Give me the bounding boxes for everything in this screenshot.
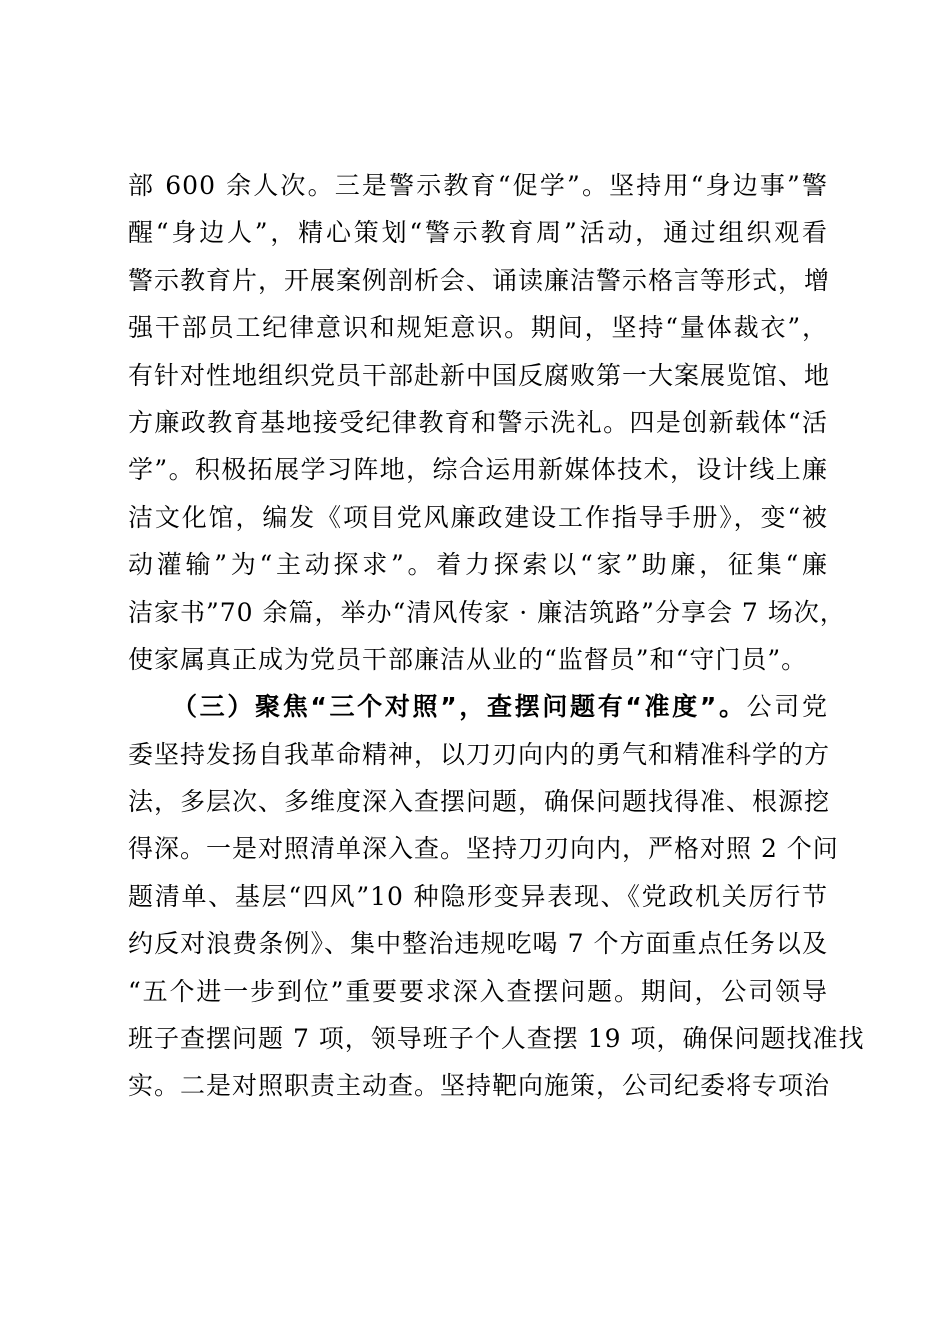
section-3-first-line — [128, 683, 828, 730]
text-line: 学”。积极拓展学习阵地，综合运用新媒体技术，设计线上廉 — [128, 455, 828, 485]
text-line: 洁家书”70 余篇，举办“清风传家 · 廉洁筑路”分享会 7 场次， — [128, 597, 846, 627]
text-line: 实。二是对照职责主动查。坚持靶向施策，公司纪委将专项治 — [128, 1071, 831, 1101]
text-line: 方廉政教育基地接受纪律教育和警示洗礼。四是创新载体“活 — [128, 407, 828, 437]
section-3-first-line-rest: 公司党 — [746, 692, 828, 722]
text-line: “五个进一步到位”重要要求深入查摆问题。期间，公司领导 — [128, 976, 828, 1006]
text-line: 有针对性地组织党员干部赴新中国反腐败第一大案展览馆、地 — [128, 360, 831, 390]
text-line-last: 使家属真正成为党员干部廉洁从业的“监督员”和“守门员”。 — [128, 644, 808, 674]
text-line: 法，多层次、多维度深入查摆问题，确保问题找得准、根源挖 — [128, 787, 831, 817]
text-line: 动灌输”为“主动探求”。着力探索以“家”助廉，征集“廉 — [128, 550, 828, 580]
text-line: 委坚持发扬自我革命精神，以刀刃向内的勇气和精准科学的方 — [128, 739, 831, 769]
text-line: 洁文化馆，编发《项目党风廉政建设工作指导手册》，变“被 — [128, 502, 828, 532]
text-line: 强干部员工纪律意识和规矩意识。期间，坚持“量体裁衣”， — [128, 313, 828, 343]
text-line: 部 600 余人次。三是警示教育“促学”。坚持用“身边事”警 — [128, 171, 828, 200]
text-line: 醒“身边人”，精心策划“警示教育周”活动，通过组织观看 — [128, 218, 828, 248]
text-line: 班子查摆问题 7 项，领导班子个人查摆 19 项，确保问题找准找 — [128, 1024, 865, 1054]
text-line: 题清单、基层“四风”10 种隐形变异表现、《党政机关厉行节 — [128, 881, 828, 911]
text-line: 警示教育片，开展案例剖析会、诵读廉洁警示格言等形式，增 — [128, 265, 831, 295]
section-3-heading: （三）聚焦“三个对照”，查摆问题有“准度”。 — [172, 692, 747, 722]
text-line: 得深。一是对照清单深入查。坚持刀刃向内，严格对照 2 个问 — [128, 834, 839, 864]
body-text — [128, 162, 865, 1110]
text-line: 约反对浪费条例》、集中整治违规吃喝 7 个方面重点任务以及 — [128, 929, 828, 959]
